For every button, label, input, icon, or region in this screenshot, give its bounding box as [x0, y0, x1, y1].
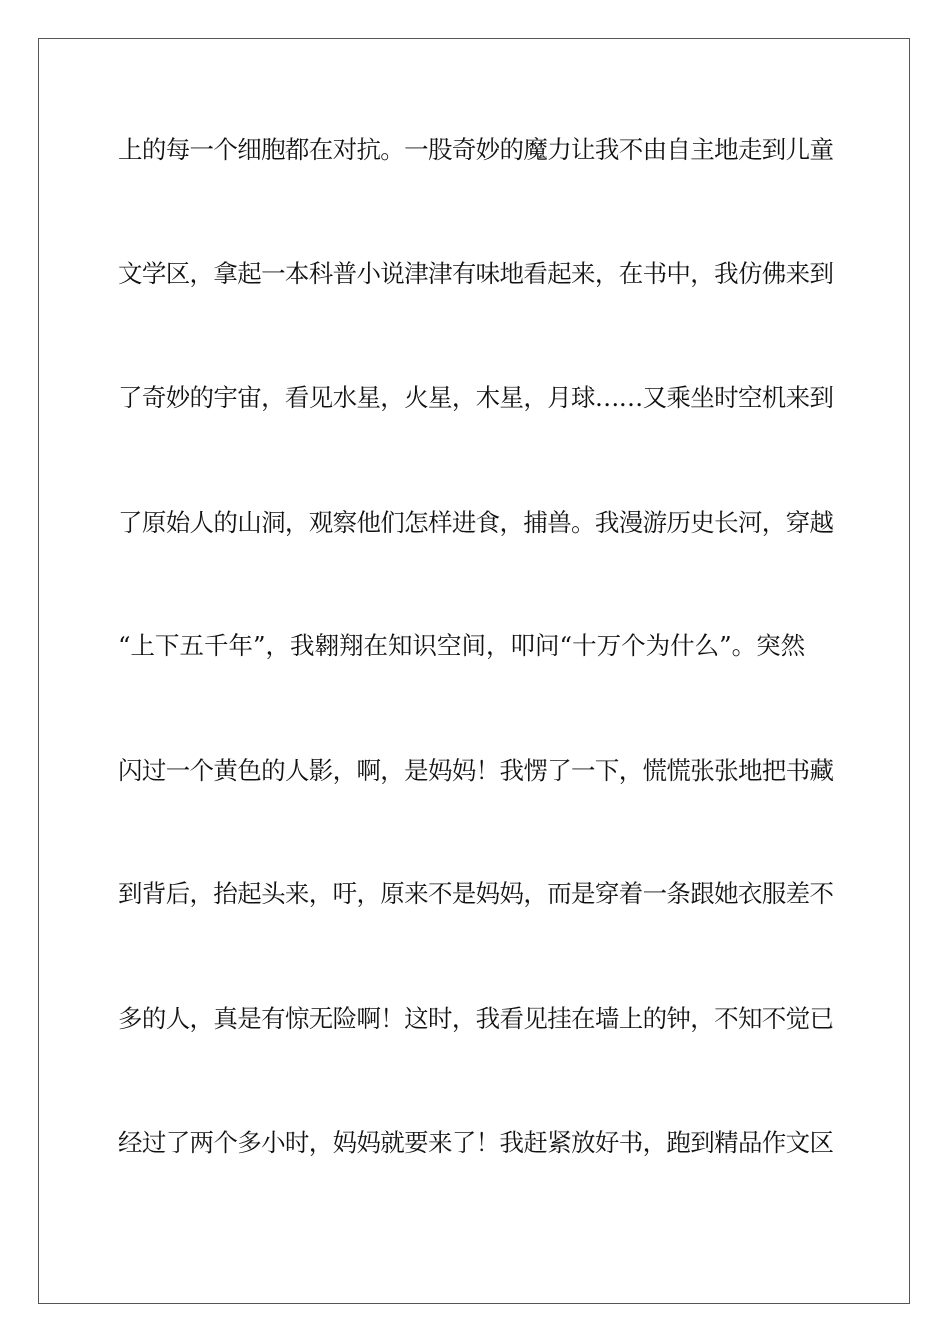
text-line-3: 了奇妙的宇宙，看见水星，火星，木星，月球……又乘坐时空机来到 [118, 383, 834, 412]
text-line-7: 到背后，抬起头来，吁，原来不是妈妈，而是穿着一条跟她衣服差不 [118, 879, 834, 908]
text-line-6: 闪过一个黄色的人影，啊，是妈妈！我愣了一下，慌慌张张地把书藏 [118, 756, 834, 785]
text-line-2: 文学区，拿起一本科普小说津津有味地看起来，在书中，我仿佛来到 [118, 259, 834, 288]
text-line-1: 上的每一个细胞都在对抗。一股奇妙的魔力让我不由自主地走到儿童 [118, 135, 834, 164]
text-line-5: “上下五千年”，我翱翔在知识空间，叩问“十万个为什么”。突然 [118, 631, 806, 660]
text-line-9: 经过了两个多小时，妈妈就要来了！我赶紧放好书，跑到精品作文区 [118, 1128, 834, 1157]
text-line-8: 多的人，真是有惊无险啊！这时，我看见挂在墙上的钟，不知不觉已 [118, 1004, 834, 1033]
text-line-4: 了原始人的山洞，观察他们怎样进食，捕兽。我漫游历史长河，穿越 [118, 508, 834, 537]
page-border [38, 38, 910, 1304]
